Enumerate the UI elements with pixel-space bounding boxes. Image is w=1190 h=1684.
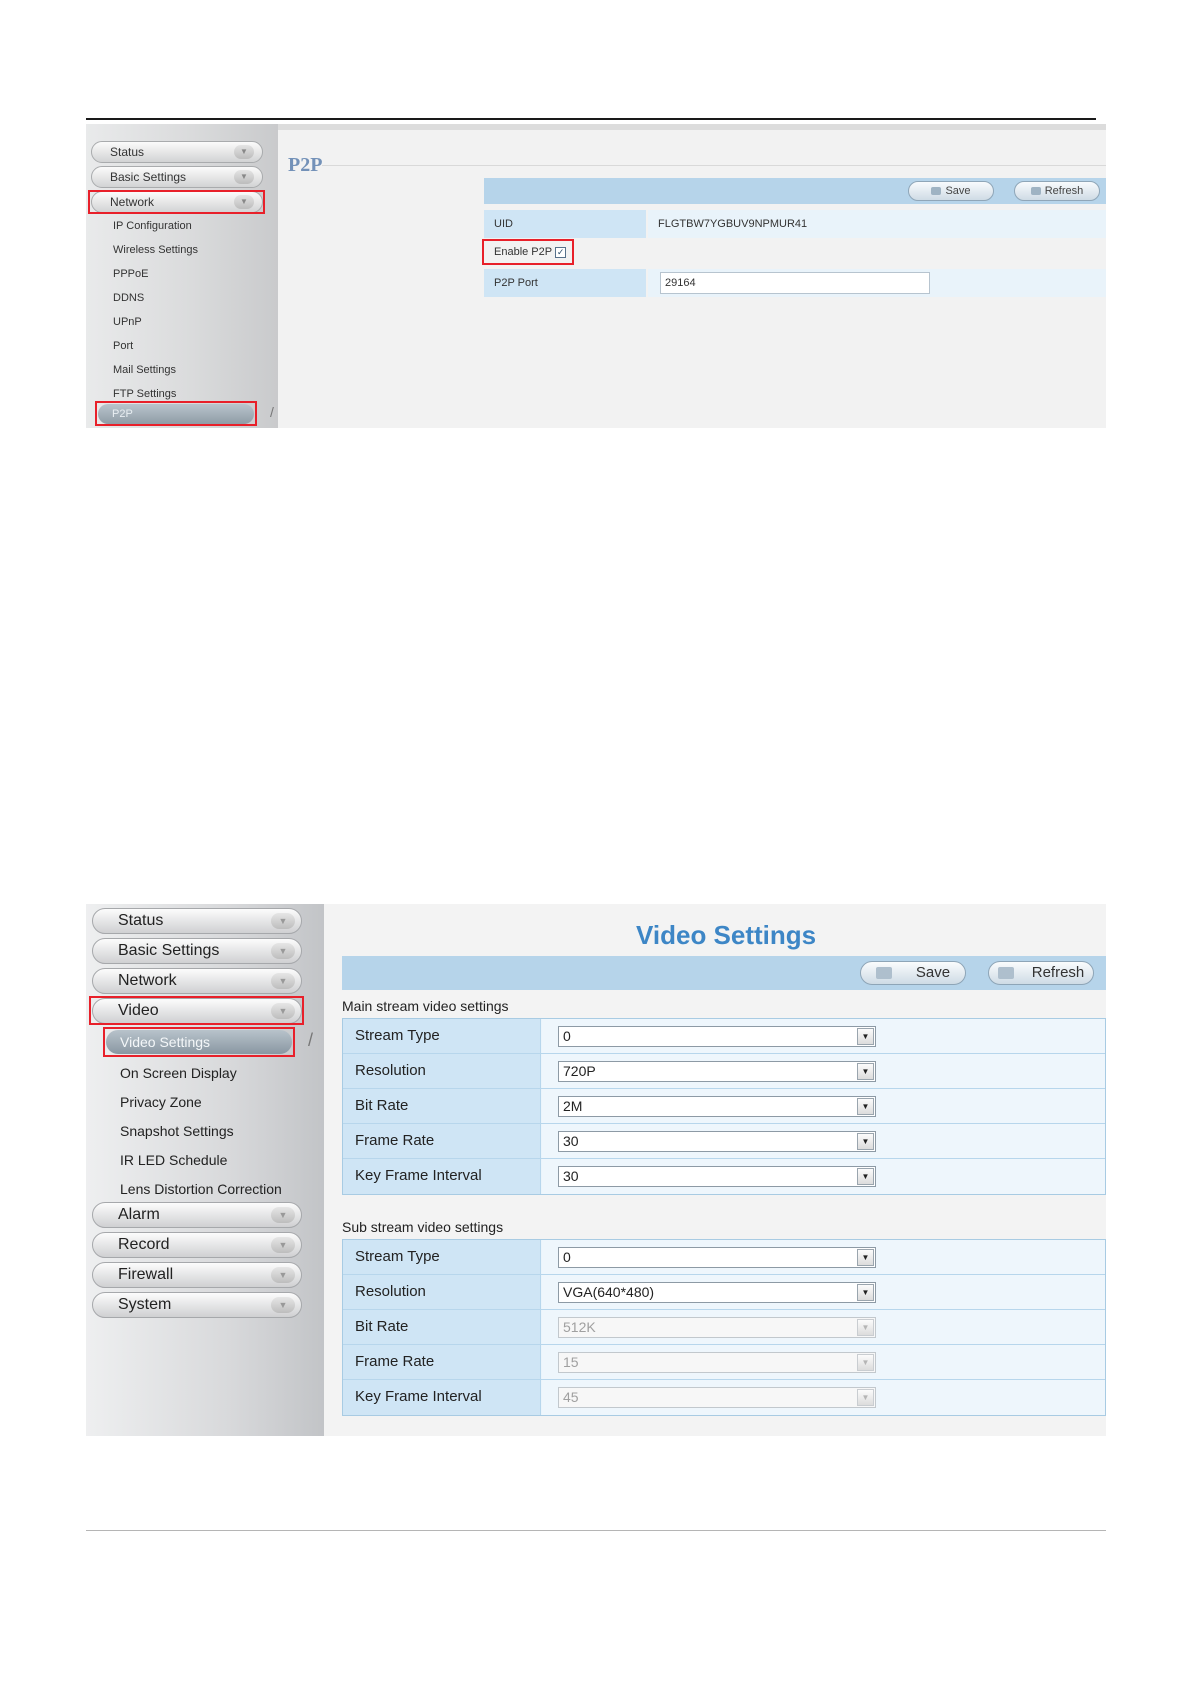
subitem-snapshot-settings[interactable]: Snapshot Settings <box>120 1123 234 1139</box>
toolbar <box>342 956 1106 990</box>
highlight-box <box>95 401 257 426</box>
subitem-ddns[interactable]: DDNS <box>113 292 145 304</box>
resolution-select[interactable] <box>558 1282 876 1303</box>
subitem-wireless-settings[interactable]: Wireless Settings <box>113 244 198 256</box>
row-label: Frame Rate <box>343 1124 541 1158</box>
toolbar <box>484 178 1106 204</box>
dropdown-arrow-icon[interactable]: ▼ <box>857 1098 874 1115</box>
table-row <box>343 1310 1105 1345</box>
key-frame-interval-select[interactable] <box>558 1166 876 1187</box>
refresh-icon <box>998 967 1014 979</box>
nav-label: Network <box>110 195 155 209</box>
top-border <box>278 124 1106 130</box>
subitem-p2p-selected[interactable]: P2P <box>98 404 254 424</box>
main-stream-section-label: Main stream video settings <box>342 998 509 1014</box>
select-value: 0 <box>563 1028 571 1044</box>
nav-basic-settings[interactable] <box>91 166 263 188</box>
table-row <box>343 1380 1105 1415</box>
subitem-ip-configuration[interactable]: IP Configuration <box>113 220 192 232</box>
uid-value: FLGTBW7YGBUV9NPMUR41 <box>648 210 1106 238</box>
page-title: Video Settings <box>636 920 817 950</box>
splitter-handle[interactable]: / <box>270 404 274 420</box>
nav-label: Status <box>118 912 164 929</box>
nav-basic-settings[interactable] <box>92 938 302 964</box>
chevron-down-icon: ▼ <box>234 145 254 159</box>
select-value: 0 <box>563 1249 571 1265</box>
uid-label: UID <box>484 210 646 238</box>
nav-label: Video <box>118 1002 159 1019</box>
p2p-port-input[interactable]: 29164 <box>660 272 930 294</box>
nav-status[interactable] <box>92 908 302 934</box>
bottom-rule <box>86 1530 1106 1531</box>
subitem-pppoe[interactable]: PPPoE <box>113 268 149 280</box>
subitem-lens-distortion-correction[interactable]: Lens Distortion Correction <box>120 1181 282 1197</box>
row-value-cell <box>542 1124 1105 1158</box>
page-title: P2P <box>288 154 323 176</box>
row-value-cell <box>542 1019 1105 1053</box>
subitem-video-settings-selected[interactable]: Video Settings <box>106 1030 292 1054</box>
chevron-down-icon: ▼ <box>271 1297 295 1313</box>
nav-system[interactable] <box>92 1292 302 1318</box>
row-label: Stream Type <box>343 1240 541 1274</box>
chevron-down-icon: ▼ <box>271 1003 295 1019</box>
resolution-select[interactable] <box>558 1061 876 1082</box>
nav-network[interactable] <box>92 968 302 994</box>
select-value: 512K <box>563 1319 596 1335</box>
save-label: Save <box>915 964 951 981</box>
splitter-handle[interactable]: / <box>308 1030 314 1050</box>
video-settings-screenshot <box>86 904 1106 1436</box>
nav-label: Record <box>118 1236 170 1253</box>
dropdown-arrow-icon: ▼ <box>857 1319 874 1336</box>
table-row <box>343 1345 1105 1380</box>
highlight-box <box>89 996 304 1025</box>
table-row <box>343 1019 1105 1054</box>
dropdown-arrow-icon[interactable]: ▼ <box>857 1028 874 1045</box>
table-row <box>343 1159 1105 1194</box>
refresh-button[interactable] <box>1014 181 1100 201</box>
row-value-cell <box>542 1089 1105 1123</box>
chevron-down-icon: ▼ <box>234 195 254 209</box>
save-label: Save <box>945 185 971 197</box>
subitem-mail-settings[interactable]: Mail Settings <box>113 364 176 376</box>
table-row <box>343 1124 1105 1159</box>
table-row <box>343 1275 1105 1310</box>
nav-label: Firewall <box>118 1266 174 1283</box>
chevron-down-icon: ▼ <box>234 170 254 184</box>
dropdown-arrow-icon[interactable]: ▼ <box>857 1284 874 1301</box>
row-value-cell <box>542 1159 1105 1194</box>
main-stream-table <box>342 1018 1106 1195</box>
chevron-down-icon: ▼ <box>271 1207 295 1223</box>
row-value-cell <box>542 1380 1105 1415</box>
stream-type-select[interactable] <box>558 1247 876 1268</box>
key-frame-interval-select <box>558 1387 876 1408</box>
table-row <box>343 1089 1105 1124</box>
chevron-down-icon: ▼ <box>271 943 295 959</box>
nav-status[interactable] <box>91 141 263 163</box>
refresh-button[interactable] <box>988 961 1094 985</box>
subitem-ir-led-schedule[interactable]: IR LED Schedule <box>120 1152 228 1168</box>
row-label: Frame Rate <box>343 1345 541 1379</box>
dropdown-arrow-icon[interactable]: ▼ <box>857 1168 874 1185</box>
subitem-on-screen-display[interactable]: On Screen Display <box>120 1065 237 1081</box>
dropdown-arrow-icon[interactable]: ▼ <box>857 1133 874 1150</box>
select-value: VGA(640*480) <box>563 1284 655 1300</box>
save-icon <box>931 187 941 195</box>
subitem-upnp[interactable]: UPnP <box>113 316 142 328</box>
enable-p2p-checkbox[interactable]: ✓ <box>556 246 565 257</box>
nav-record[interactable] <box>92 1232 302 1258</box>
nav-label: Basic Settings <box>110 170 187 184</box>
subitem-privacy-zone[interactable]: Privacy Zone <box>120 1094 202 1110</box>
nav-label: Alarm <box>118 1206 160 1223</box>
chevron-down-icon: ▼ <box>271 1267 295 1283</box>
row-label: Stream Type <box>343 1019 541 1053</box>
sub-stream-section-label: Sub stream video settings <box>342 1219 504 1235</box>
select-value: 720P <box>563 1063 596 1079</box>
select-value: 15 <box>563 1354 579 1370</box>
chevron-down-icon: ▼ <box>271 973 295 989</box>
highlight-box <box>88 190 265 214</box>
dropdown-arrow-icon[interactable]: ▼ <box>857 1249 874 1266</box>
row-value-cell <box>542 1054 1105 1088</box>
subitem-ftp-settings[interactable]: FTP Settings <box>113 388 177 400</box>
p2p-screenshot <box>86 124 1106 428</box>
save-button[interactable] <box>908 181 994 201</box>
row-label: Key Frame Interval <box>343 1380 541 1415</box>
chevron-down-icon: ▼ <box>271 913 295 929</box>
stream-type-select[interactable] <box>558 1026 876 1047</box>
frame-rate-select <box>558 1352 876 1373</box>
title-divider <box>322 165 1106 166</box>
bit-rate-select[interactable] <box>558 1096 876 1117</box>
save-icon <box>876 967 892 979</box>
row-label: Bit Rate <box>343 1310 541 1344</box>
dropdown-arrow-icon: ▼ <box>857 1389 874 1406</box>
subitem-port[interactable]: Port <box>113 340 134 352</box>
row-label: Resolution <box>343 1275 541 1309</box>
highlight-box <box>103 1027 295 1057</box>
table-row <box>343 1054 1105 1089</box>
enable-p2p-row <box>484 238 1106 266</box>
nav-label: Network <box>118 972 177 989</box>
row-value-cell <box>542 1275 1105 1309</box>
frame-rate-select[interactable] <box>558 1131 876 1152</box>
refresh-label: Refresh <box>1044 185 1084 197</box>
select-value: 30 <box>563 1133 579 1149</box>
dropdown-arrow-icon: ▼ <box>857 1354 874 1371</box>
row-value-cell <box>542 1310 1105 1344</box>
select-value: 30 <box>563 1168 579 1184</box>
highlight-box <box>482 239 574 265</box>
table-row <box>343 1240 1105 1275</box>
refresh-label: Refresh <box>1031 964 1085 981</box>
enable-p2p-label: Enable P2P <box>494 246 553 258</box>
sidebar <box>86 124 278 428</box>
uid-row <box>484 210 1106 238</box>
nav-label: Basic Settings <box>118 942 220 959</box>
p2p-port-row <box>484 269 1106 297</box>
nav-alarm[interactable] <box>92 1202 302 1228</box>
refresh-icon <box>1031 187 1041 195</box>
row-value-cell <box>542 1240 1105 1274</box>
row-value-cell <box>542 1345 1105 1379</box>
row-label: Key Frame Interval <box>343 1159 541 1194</box>
nav-label: System <box>118 1296 172 1313</box>
nav-label: Status <box>110 145 145 159</box>
chevron-down-icon: ▼ <box>271 1237 295 1253</box>
p2p-port-label: P2P Port <box>484 269 646 297</box>
select-value: 45 <box>563 1389 579 1405</box>
top-rule <box>86 118 1096 120</box>
sub-stream-table <box>342 1239 1106 1416</box>
nav-firewall[interactable] <box>92 1262 302 1288</box>
save-button[interactable] <box>860 961 966 985</box>
dropdown-arrow-icon[interactable]: ▼ <box>857 1063 874 1080</box>
row-label: Resolution <box>343 1054 541 1088</box>
select-value: 2M <box>563 1098 583 1114</box>
sidebar <box>86 904 324 1436</box>
bit-rate-select <box>558 1317 876 1338</box>
row-label: Bit Rate <box>343 1089 541 1123</box>
